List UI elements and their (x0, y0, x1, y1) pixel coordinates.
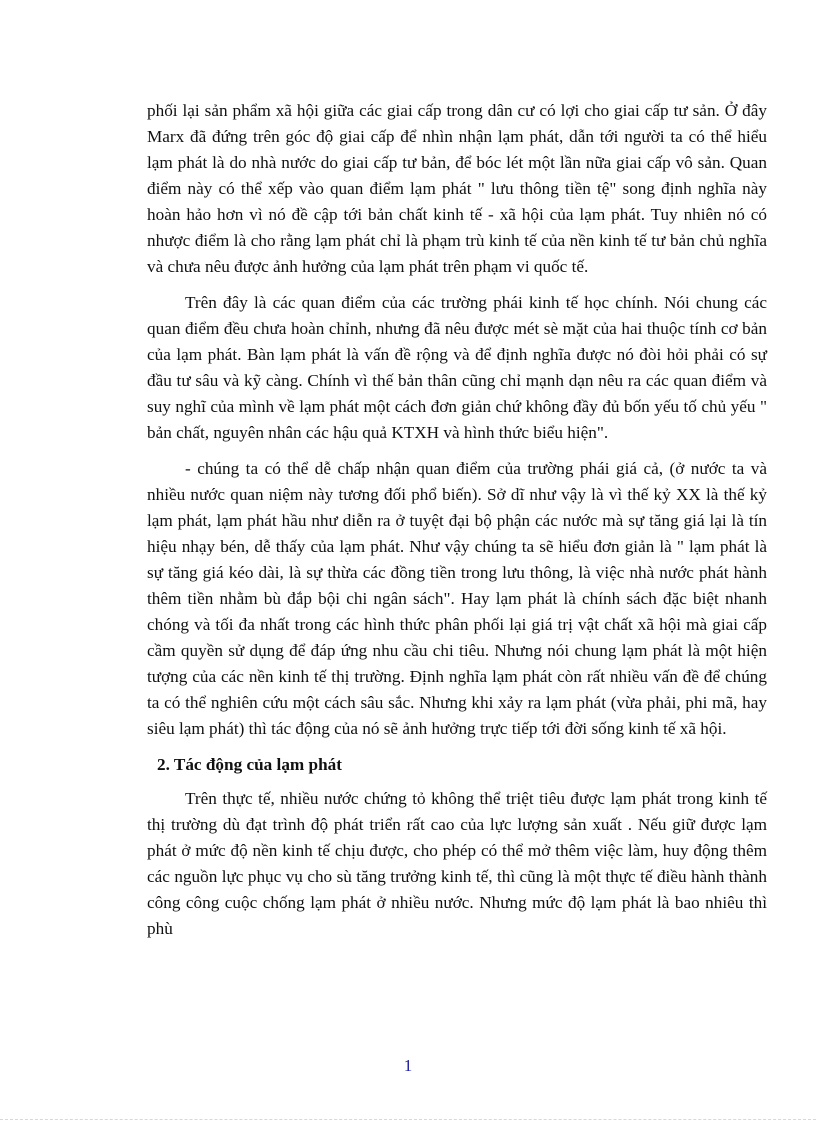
body-text (147, 98, 767, 952)
paragraph-price-school: - chúng ta có thể dễ chấp nhận quan điểm của trường phái giá cả, (ở nước ta và nhiều nước quan niệm này tương đối phổ biến). Sở dĩ như vậy là vì thế kỷ XX là thế kỷ lạm phát, lạm phát hầu như diễn ra ở tuyệt đại bộ phận các nước mà sự tăng giá lại là tín hiệu nhạy bén, dễ thấy của lạm phát. Như vậy chúng ta sẽ hiểu đơn giản là " lạm phát là sự tăng giá kéo dài, là sự thừa các đồng tiền trong lưu thông, là việc nhà nước phát hành thêm tiền nhằm bù đắp bội chi ngân sách". Hay lạm phát là chính sách đặc biệt nhanh chóng và tối đa nhất trong các hình thức phân phối lại giá trị vật chất xã hội mà giai cấp cầm quyền sử dụng để đáp ứng nhu cầu chi tiêu. Nhưng nói chung lạm phát là một hiện tượng của các nền kinh tế thị trường. Định nghĩa lạm phát còn rất nhiều vấn đề để chúng ta có thể nghiên cứu một cách sâu sắc. Nhưng khi xảy ra lạm phát (vừa phải, phi mã, hay siêu lạm phát) thì tác động của nó sẽ ảnh hưởng trực tiếp tới đời sống kinh tế xã hội. (147, 459, 767, 738)
paragraph-viewpoints-summary: Trên đây là các quan điểm của các trường phái kinh tế học chính. Nói chung các quan điểm đều chưa hoàn chỉnh, nhưng đã nêu được mét sè mặt của hai thuộc tính cơ bản của lạm phát. Bàn lạm phát là vấn đề rộng và để định nghĩa được nó đòi hỏi phải có sự đầu tư sâu và kỹ càng. Chính vì thế bản thân cũng chỉ mạnh dạn nêu ra các quan điểm và suy nghĩ của mình về lạm phát một cách đơn giản chứ không đầy đủ bốn yếu tố chủ yếu " bản chất, nguyên nhân các hậu quả KTXH và hình thức biểu hiện". (147, 293, 767, 442)
paragraph-continued: phối lại sản phẩm xã hội giữa các giai cấp trong dân cư có lợi cho giai cấp tư sản. Ở đây Marx đã đứng trên góc độ giai cấp để nhìn nhận lạm phát, dẫn tới người ta có thể hiểu lạm phát là do nhà nước do giai cấp tư bản, để bóc lét một lần nữa giai cấp vô sản. Quan điểm này có thể xếp vào quan điểm lạm phát " lưu thông tiền tệ" song định nghĩa này hoàn hảo hơn vì nó đề cập tới bản chất kinh tế - xã hội của lạm phát. Tuy nhiên nó có nhược điểm là cho rằng lạm phát chỉ là phạm trù kinh tế của nền kinh tế tư bản chủ nghĩa và chưa nêu được ảnh hưởng của lạm phát trên phạm vi quốc tế. (147, 101, 767, 276)
paragraph-inflation-effects: Trên thực tế, nhiều nước chứng tỏ không thể triệt tiêu được lạm phát trong kinh tế thị trường dù đạt trình độ phát triển rất cao của lực lượng sản xuất . Nếu giữ được lạm phát ở mức độ nền kinh tế chịu được, cho phép có thể mở thêm việc làm, huy động thêm các nguồn lực phục vụ cho sù tăng trưởng kinh tế, thì cũng là một thực tế điều hành thành công công cuộc chống lạm phát ở nhiều nước. Nhưng mức độ lạm phát là bao nhiêu thì phù (147, 789, 767, 938)
section-heading: 2. Tác động của lạm phát (157, 755, 342, 774)
page-bottom-divider (0, 1119, 816, 1120)
page-number: 1 (403, 1056, 413, 1075)
